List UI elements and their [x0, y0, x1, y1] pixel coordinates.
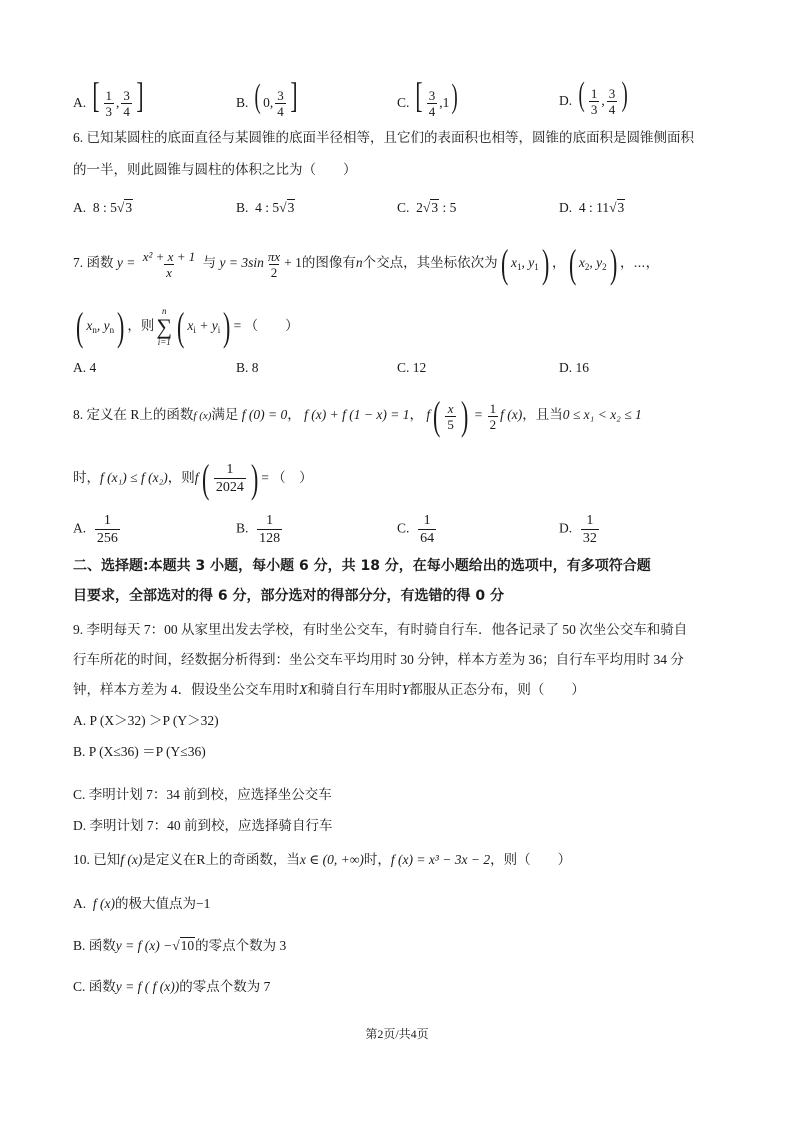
value: ,1	[439, 95, 450, 110]
condition-4: 0 ≤ x₁ < x₂ ≤ 1	[562, 407, 642, 423]
question-text: ，则	[127, 318, 155, 334]
q8-option-b	[236, 512, 284, 547]
q10-option-c	[73, 977, 270, 997]
q10-line-1	[73, 850, 571, 870]
q5-option-c	[397, 75, 461, 120]
ratio: : 5	[439, 200, 457, 215]
q5-option-a: A. [ $\frac{1}{3}$ , $\frac{3}{4}$ ]	[73, 75, 144, 120]
option-label: A.	[73, 520, 87, 536]
radicand: 10	[180, 938, 195, 953]
question-text: 都服从正态分布，则（ ）	[409, 682, 585, 697]
option-label: B.	[236, 360, 249, 375]
option-label: C.	[397, 520, 410, 536]
numerator: 1	[586, 513, 594, 528]
radicand: 3	[287, 200, 295, 215]
left-bracket: [	[91, 75, 100, 115]
option-value: 12	[412, 360, 427, 375]
numerator: 3	[608, 86, 616, 102]
section-2-heading-line-1: 二、选择题:本题共 3 小题，每小题 6 分，共 18 分，在每小题给出的选项中，有多项符合题	[73, 558, 651, 574]
q7-option-b	[236, 358, 259, 378]
left-paren: (	[578, 76, 585, 113]
question-text: 满足	[211, 407, 239, 423]
page-footer: 第2页/共4页	[365, 1027, 429, 1041]
right-paren: )	[621, 76, 628, 113]
denominator: 2024	[215, 480, 244, 496]
q6-option-b: B. 4 : 5√3	[236, 200, 295, 215]
question-text: 的零点个数为 3	[195, 938, 287, 953]
q7-option-c	[397, 358, 426, 378]
sum-upper-limit: n	[162, 306, 167, 316]
question-text: ，则	[167, 470, 195, 485]
denominator: 5	[447, 416, 454, 432]
radicand: 3	[431, 200, 439, 215]
option-label: A.	[73, 360, 87, 375]
question-text: 上的函数	[139, 407, 194, 423]
option-label: B.	[236, 520, 249, 536]
numerator: 1	[423, 513, 431, 528]
q7-option-d	[559, 358, 589, 378]
radicand: 3	[617, 200, 625, 215]
option-label: A.	[73, 896, 87, 911]
q9-option-c: C. 李明计划 7：34 前到校，应选择坐公交车	[73, 787, 332, 802]
question-text: 时，	[73, 470, 100, 485]
denominator: 64	[420, 531, 435, 546]
question-prefix: 10. 已知	[73, 852, 121, 867]
option-label: C. 函数	[73, 979, 116, 994]
numerator: 1	[489, 400, 497, 416]
value: 0,	[263, 95, 274, 110]
q6-option-d: D. 4 : 11√3	[559, 200, 625, 215]
denominator: 32	[582, 531, 597, 546]
ratio: 4 : 11	[578, 200, 610, 215]
function-fx: f (x)	[92, 896, 115, 911]
denominator: 3	[590, 102, 598, 118]
right-bracket: ]	[290, 75, 298, 115]
option-label: C.	[397, 360, 410, 375]
question-prefix: 8. 定义在	[73, 407, 127, 423]
denominator: 4	[123, 104, 130, 120]
denominator: x	[166, 264, 172, 280]
function-fx: f (x)	[193, 410, 212, 423]
question-text: = （ ）	[261, 470, 313, 485]
q9-line-2: 行车所花的时间，经数据分析得到：坐公交车平均用时 30 分钟，样本方差为 36；自行车平均用时 34 分	[73, 652, 684, 667]
option-label: C.	[397, 95, 410, 110]
question-text: ，⋯，	[619, 255, 660, 271]
right-paren: )	[451, 78, 459, 115]
question-text: 的图像有	[301, 255, 356, 271]
condition-1: f (0) = 0	[241, 407, 288, 423]
q8-option-c	[397, 512, 438, 547]
option-value: 4	[89, 360, 97, 375]
question-text: = （ ）	[233, 318, 299, 334]
option-label: C.	[397, 200, 410, 215]
q6-line-1: 6. 已知某圆柱的底面直径与某圆锥的底面半径相等，且它们的表面积也相等，圆锥的底面积是圆锥侧面积	[73, 130, 694, 145]
question-text: 和骑自行车用时	[307, 682, 402, 697]
left-bracket: [	[415, 75, 423, 115]
option-value: 8	[251, 360, 259, 375]
section-2-heading-line-2: 目要求，全部选对的得 6 分，部分选对的得部分分，有选错的得 0 分	[73, 588, 504, 604]
question-text: 是定义在	[142, 852, 197, 867]
question-text: ，则（ ）	[490, 852, 572, 867]
left-paren: (	[254, 78, 261, 115]
q9-option-a: A. P (X＞32) ＞P (Y＞32)	[73, 713, 219, 728]
set-R: R	[130, 407, 140, 423]
function-fx: f (x)	[120, 852, 143, 867]
option-label: B.	[236, 200, 249, 215]
variable-x: X	[299, 682, 308, 697]
sum-lower-limit: i=1	[157, 337, 171, 347]
q7-line-1: 7. 函数 y = $\frac{\text{x² + x + 1}}{x}$ 与 y = 3sin $\frac{\pi x}{2}$ + 1的图像有n个交点，其坐标依次为( $x_1$, $y_1$) ，( $x_2$, $y_2$) ，⋯，	[73, 241, 660, 286]
denominator: 4	[428, 104, 436, 120]
denominator: 4	[277, 104, 284, 120]
coefficient: 2	[416, 200, 423, 215]
denominator: 4	[608, 102, 616, 118]
variable-n: n	[355, 255, 363, 271]
denominator: 2	[489, 416, 497, 432]
right-bracket: ]	[136, 75, 144, 115]
condition-5: f (x₁) ≤ f (x₂)	[100, 470, 168, 485]
option-label: B. 函数	[73, 938, 116, 953]
numerator: 1	[266, 513, 274, 528]
q7-option-a	[73, 358, 96, 378]
denominator: 128	[259, 531, 281, 546]
q8-line-1: 8. 定义在 R上的函数f (x)满足 f (0) = 0， f (x) + f (1 − x) = 1， f( $\frac{x}{5}$ ) = $\frac{1}{2}$ f (x)，且当0 ≤ x₁ < x₂ ≤ 1	[73, 393, 642, 438]
numerator: 1	[105, 88, 112, 104]
q6-option-a: A. 8 : 5√3	[73, 200, 133, 215]
denominator: 2	[270, 264, 278, 280]
q9-option-d: D. 李明计划 7：40 前到校，应选择骑自行车	[73, 818, 333, 833]
question-text: 上的奇函数，当	[205, 852, 300, 867]
option-label: D.	[559, 520, 573, 536]
domain-condition: x ∈ (0, +∞)	[299, 852, 364, 867]
numerator: 3	[277, 88, 284, 104]
q10-option-a	[73, 894, 210, 914]
option-value: −1	[195, 896, 211, 911]
option-label: D.	[559, 93, 573, 108]
function-expression-tail: + 1	[284, 255, 302, 271]
q5-option-d: D. ( $\frac{1}{3}$ , $\frac{3}{4}$ )	[559, 76, 628, 118]
function-expression: y = f ( f (x))	[115, 979, 180, 994]
numerator: x	[447, 400, 454, 416]
q9-option-b: B. P (X≤36) ＝P (Y≤36)	[73, 744, 206, 759]
q9-line-3	[73, 680, 585, 700]
connector-text: 与	[202, 255, 217, 271]
option-label: A.	[73, 95, 87, 110]
sigma-icon: ∑	[156, 314, 173, 339]
q10-option-b: B. 函数y = f (x) −√10的零点个数为 3	[73, 938, 287, 953]
numerator: πx	[267, 248, 281, 264]
condition-3-rhs: f (x)	[500, 407, 523, 423]
q6-option-c: C. 2√3 : 5	[397, 200, 457, 215]
option-label: B.	[236, 95, 249, 110]
variable-y: Y	[401, 682, 410, 697]
radicand: 3	[125, 200, 133, 215]
function-expression: y = 3sin	[219, 255, 264, 271]
ratio: 8 : 5	[92, 200, 117, 215]
question-text: 的极大值点为	[114, 896, 196, 911]
numerator: 1	[590, 86, 598, 102]
function-expression: f (x) = x³ − 3x − 2	[390, 852, 491, 867]
q5-option-b	[236, 75, 300, 120]
ratio: 4 : 5	[255, 200, 280, 215]
question-text: ，且当	[522, 407, 563, 423]
denominator: 256	[96, 531, 118, 546]
numerator: 1	[226, 462, 234, 478]
numerator: x² + x + 1	[142, 248, 196, 264]
denominator: 3	[105, 104, 112, 120]
q9-line-1: 9. 李明每天 7：00 从家里出发去学校，有时坐公交车，有时骑自行车．他各记录了 50 次坐公交车和骑自	[73, 622, 688, 637]
numerator: 3	[123, 88, 130, 104]
function-expression: y = f (x) −	[115, 938, 173, 953]
question-text: 的零点个数为 7	[179, 979, 271, 994]
q7-line-2: ( $x_n$, $y_n$) ，则 n ∑ i=1 ( $x_i + y_i$) = （ ）	[75, 304, 299, 349]
question-prefix: 7. 函数	[73, 255, 114, 271]
option-label: A.	[73, 200, 87, 215]
option-value: 16	[575, 360, 589, 375]
option-label: D.	[559, 200, 573, 215]
question-text: 个交点，其坐标依次为	[362, 255, 498, 271]
numerator: 3	[428, 88, 436, 104]
q8-line-2: 时，f (x₁) ≤ f (x₂)，则f( $\frac{1}{2024}$ ) = （ ）	[73, 455, 313, 501]
numerator: 1	[103, 513, 111, 528]
q8-option-a	[73, 512, 122, 547]
q8-option-d	[559, 512, 601, 547]
condition-2: f (x) + f (1 − x) = 1	[304, 407, 410, 423]
question-text: 时，	[363, 852, 391, 867]
option-label: D.	[559, 360, 573, 375]
question-text: 钟，样本方差为 4．假设坐公交车用时	[73, 682, 300, 697]
q6-line-2: 的一半，则此圆锥与圆柱的体积之比为（ ）	[73, 162, 357, 177]
set-R: R	[196, 852, 206, 867]
